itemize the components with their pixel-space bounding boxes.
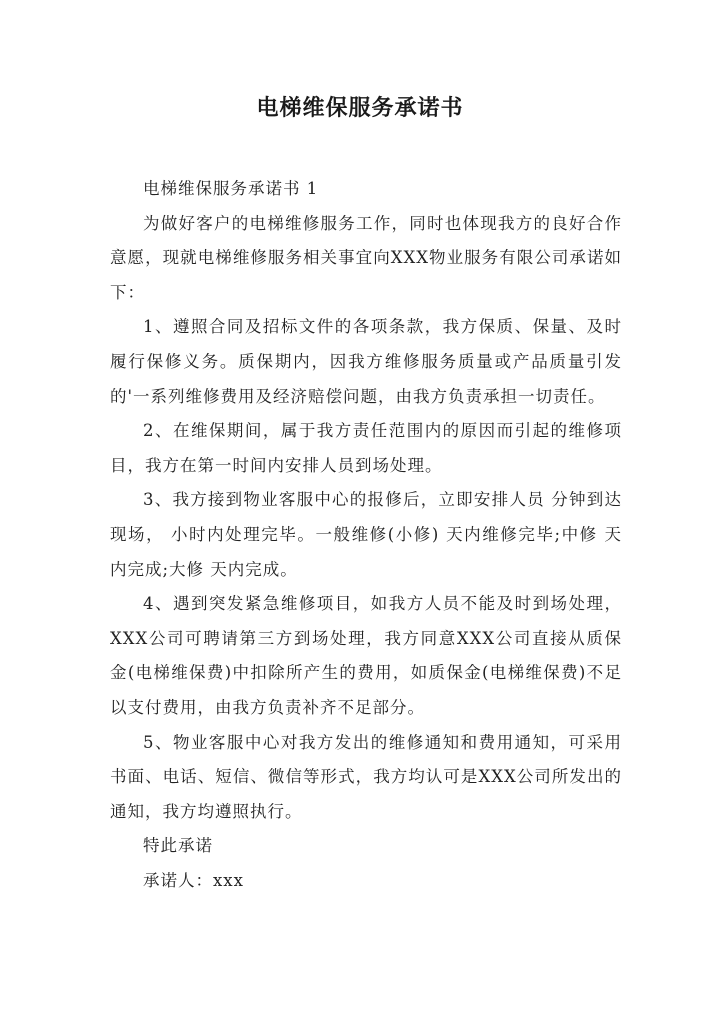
paragraph-clause-2: 2、在维保期间，属于我方责任范围内的原因而引起的维修项目，我方在第一时间内安排人员到场处理。 — [110, 421, 622, 475]
paragraph-clause-3: 3、我方接到物业客服中心的报修后，立即安排人员 分钟到达现场， 小时内处理完毕。一般维修(小修) 天内维修完毕;中修 天内完成;大修 天内完成。 — [110, 490, 622, 579]
paragraph-clause-1: 1、遵照合同及招标文件的各项条款，我方保质、保量、及时履行保修义务。质保期内，因我方维修服务质量或产品质量引发的'一系列维修费用及经济赔偿问题，由我方负责承担一切责任。 — [110, 317, 622, 406]
document-subtitle: 电梯维保服务承诺书 1 — [143, 179, 319, 198]
signature-line: 承诺人：xxx — [143, 870, 244, 890]
document-body — [110, 172, 622, 898]
paragraph-intro: 为做好客户的电梯维修服务工作，同时也体现我方的良好合作意愿，现就电梯维修服务相关事宜向XXX物业服务有限公司承诺如下： — [110, 213, 622, 302]
paragraph-clause-4: 4、遇到突发紧急维修项目，如我方人员不能及时到场处理，XXX公司可聘请第三方到场处理，我方同意XXX公司直接从质保金(电梯维保费)中扣除所产生的费用，如质保金(电梯维保费)不足以支付费用，由我方负责补齐不足部分。 — [110, 594, 622, 717]
closing-statement: 特此承诺 — [143, 836, 213, 856]
paragraph-clause-5: 5、物业客服中心对我方发出的维修通知和费用通知，可采用书面、电话、短信、微信等形式，我方均认可是XXX公司所发出的通知，我方均遵照执行。 — [110, 732, 622, 821]
document-title: 电梯维保服务承诺书 — [256, 96, 464, 121]
